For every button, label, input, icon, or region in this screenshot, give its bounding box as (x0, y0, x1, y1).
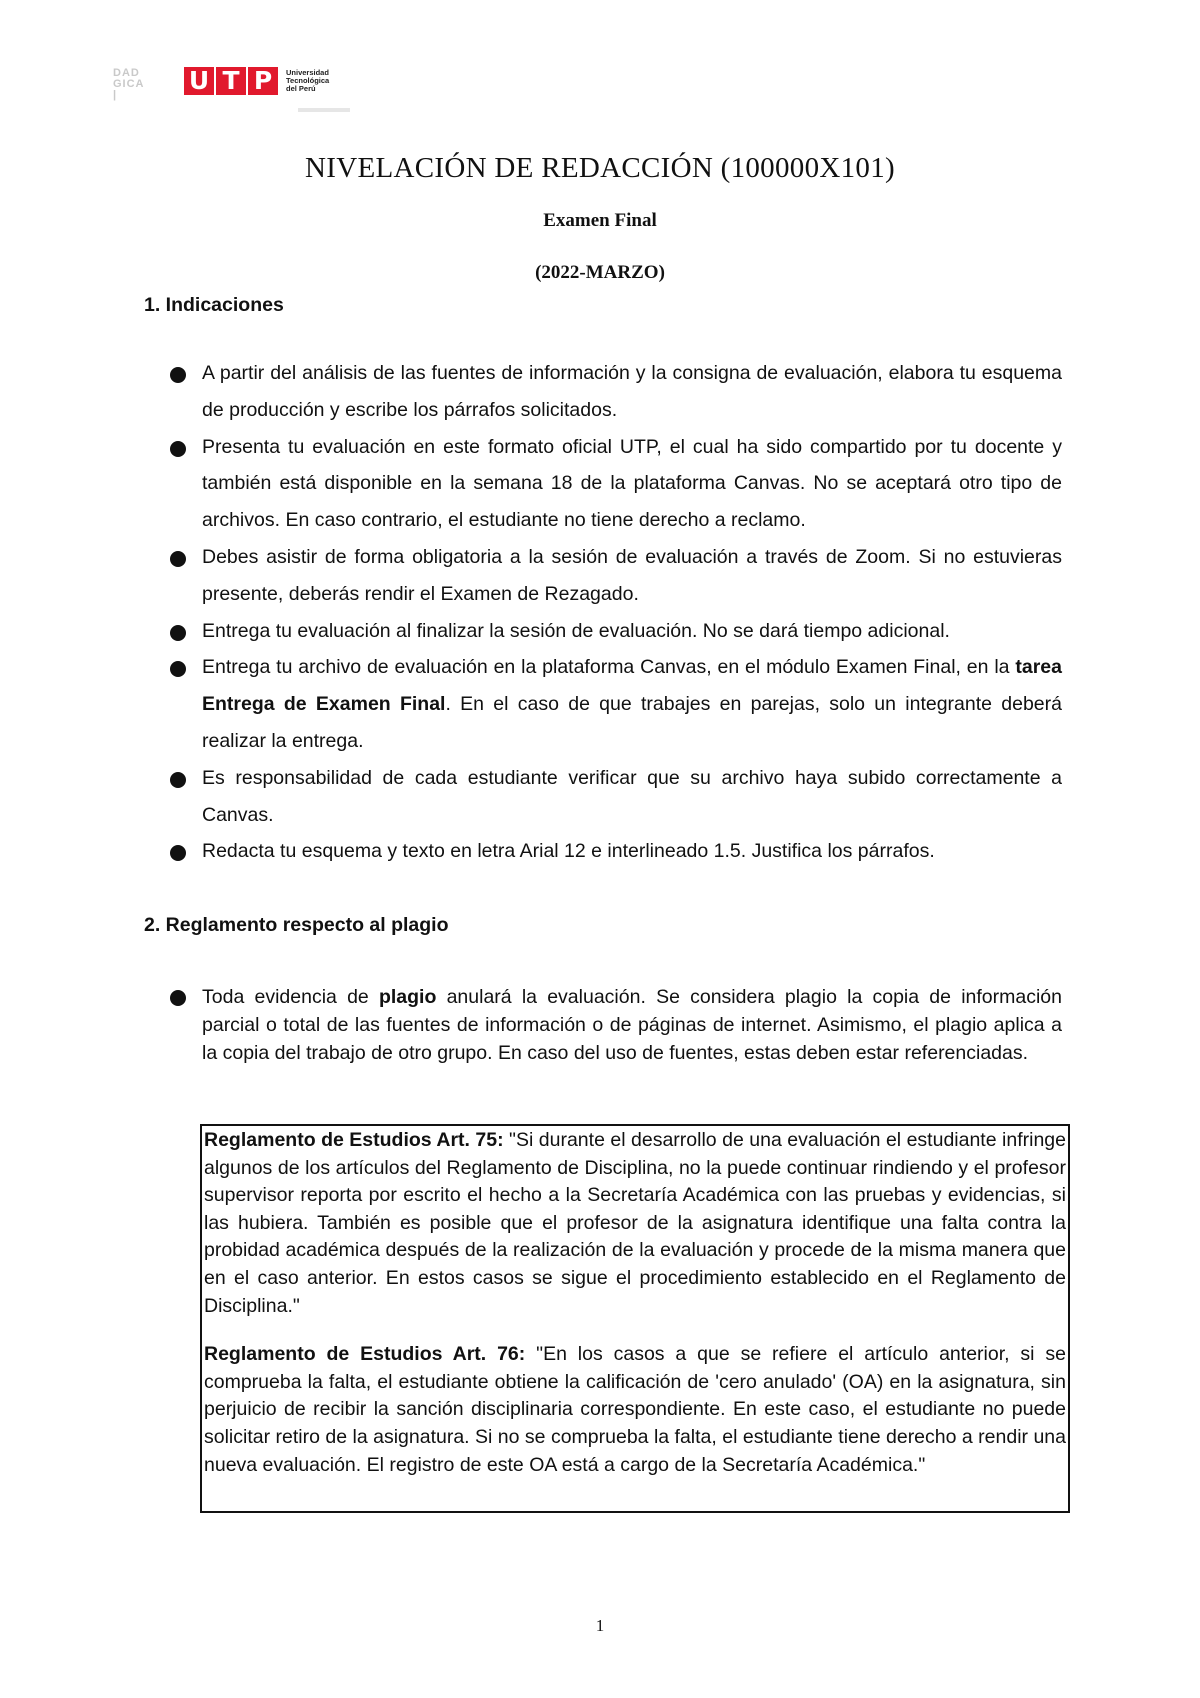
list-item (170, 429, 1062, 539)
list-item-text: Debes asistir de forma obligatoria a la sesión de evaluación a través de Zoom. Si no estuvieras presente, deberás rendir el Examen de Rezagado. (202, 545, 1062, 605)
utp-logo-letter-t: T (216, 67, 246, 95)
indicaciones-list (170, 355, 1062, 870)
logo-underline (298, 108, 350, 112)
list-item (170, 760, 1062, 834)
bullet-icon (170, 441, 186, 457)
utp-logo-subtitle: Universidad Tecnológica del Perú (286, 68, 330, 93)
plagio-list (170, 983, 1062, 1067)
regulation-art-76 (204, 1341, 1066, 1479)
regulation-text: "Si durante el desarrollo de una evaluación el estudiante infringe algunos de los artículos del Reglamento de Disciplina, no la puede continuar rindiendo y el profesor supervisor reporta por escrito el hecho a la Secretaría Académica con las pruebas y evidencias, si las hubiera. También es posible que el profesor de la asignatura identifique una falta contra la probidad académica después de la realización de la evaluación y procede de la misma manera que en el caso anterior. En estos casos se sigue el procedimiento establecido en el Reglamento de Disciplina." (204, 1129, 1066, 1317)
dad-logo-line: DAD GICA | (113, 67, 145, 101)
document-subtitle: Examen Final (543, 210, 657, 231)
dad-logo (113, 68, 153, 101)
page-number: 1 (595, 1616, 605, 1635)
list-item-text-end: . En el caso de que trabajes en parejas, solo un integrante deberá realizar la entrega. (202, 693, 1062, 752)
utp-logo-letter-u: U (184, 67, 214, 95)
list-item-bold-text: plagio (378, 986, 437, 1008)
list-item (170, 539, 1062, 613)
list-item (170, 649, 1062, 759)
list-item (170, 833, 1062, 870)
section-heading-indicaciones: 1. Indicaciones (144, 294, 284, 316)
list-item (170, 983, 1062, 1067)
list-item-text: Redacta tu esquema y texto en letra Arial 12 e interlineado 1.5. Justifica los párrafos. (202, 840, 935, 863)
list-item-text-start: Entrega tu archivo de evaluación en la plataforma Canvas, en el módulo Examen Final, en la (202, 656, 1016, 679)
bullet-icon (170, 661, 186, 677)
bullet-icon (170, 551, 186, 567)
section-heading-plagio: 2. Reglamento respecto al plagio (144, 914, 449, 936)
list-item-text-end: anulará la evaluación. Se considera plagio la copia de información parcial o total de las fuentes de información o de páginas de internet. Asimismo, el plagio aplica a la copia del trabajo de otro grupo. En caso del uso de fuentes, estas deben estar referenciadas. (202, 986, 1062, 1064)
regulation-box (200, 1124, 1070, 1513)
bullet-icon (170, 845, 186, 861)
regulation-label: Reglamento de Estudios Art. 75: (204, 1129, 504, 1151)
utp-logo (184, 66, 329, 96)
document-title: NIVELACIÓN DE REDACCIÓN (100000X101) (305, 152, 895, 184)
bullet-icon (170, 367, 186, 383)
list-item-text: A partir del análisis de las fuentes de información y la consigna de evaluación, elabora tu esquema de producción y escribe los párrafos solicitados. (202, 362, 1062, 421)
bullet-icon (170, 990, 186, 1006)
list-item-text: Es responsabilidad de cada estudiante verificar que su archivo haya subido correctamente a Canvas. (202, 766, 1062, 826)
regulation-art-75 (204, 1127, 1066, 1320)
list-item-text-start: Toda evidencia de (202, 986, 379, 1008)
regulation-label: Reglamento de Estudios Art. 76: (204, 1343, 526, 1366)
list-item-text: Entrega tu evaluación al finalizar la sesión de evaluación. No se dará tiempo adicional. (202, 619, 950, 642)
regulation-text: "En los casos a que se refiere el artículo anterior, si se comprueba la falta, el estudiante obtiene la calificación de 'cero anulado' (OA) en la asignatura, sin perjuicio de recibir la sanción disciplinaria correspondiente. En este caso, el estudiante no puede solicitar retiro de la asignatura. Si no se comprueba la falta, el estudiante tiene derecho a rendir una nueva evaluación. El registro de este OA está a cargo de la Secretaría Académica." (204, 1343, 1066, 1476)
bullet-icon (170, 772, 186, 788)
utp-logo-letter-p: P (248, 67, 278, 95)
list-item (170, 355, 1062, 429)
list-item (170, 613, 1062, 650)
list-item-text: Presenta tu evaluación en este formato oficial UTP, el cual ha sido compartido por tu docente y también está disponible en la semana 18 de la plataforma Canvas. No se aceptará otro tipo de archivos. En caso contrario, el estudiante no tiene derecho a reclamo. (202, 435, 1062, 532)
document-period: (2022-MARZO) (535, 262, 665, 283)
list-item-bold-text: tarea Entrega de Examen Final (202, 656, 1062, 716)
bullet-icon (170, 625, 186, 641)
